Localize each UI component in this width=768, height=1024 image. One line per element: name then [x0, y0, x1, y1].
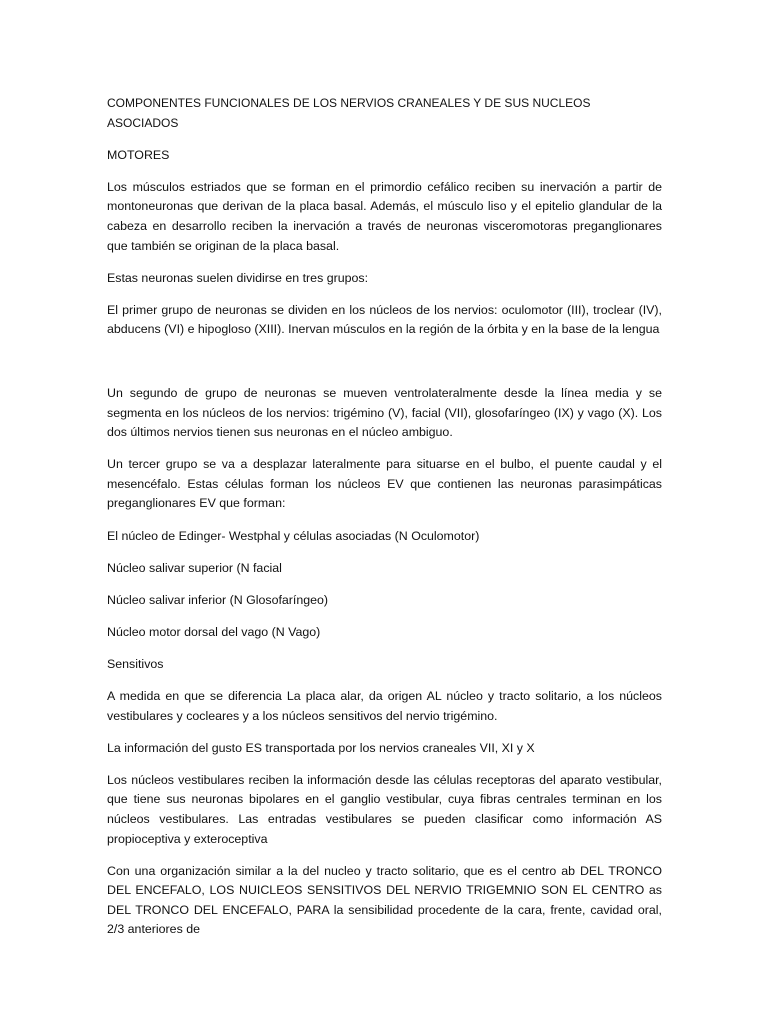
paragraph-third-group: Un tercer grupo se va a desplazar lateralmente para situarse en el bulbo, el puente caudal y el mesencéfalo. Estas células forman los núcleos EV que contienen las neuronas parasimpáticas preganglionares EV que forman: [107, 457, 662, 511]
list-item-nucleus: Núcleo motor dorsal del vago (N Vago) [107, 624, 321, 639]
paragraph-trigemino: Con una organización similar a la del nucleo y tracto solitario, que es el centro ab DEL TRONCO DEL ENCEFALO, LOS NUICLEOS SENSITIVOS DEL NERVIO TRIGEMNIO SON EL CENTRO as DEL TRONCO DEL ENCEFALO, PARA la sensibilidad procedente de la cara, frente, cavidad oral, 2/3 anteriores de [107, 863, 662, 937]
document-title: COMPONENTES FUNCIONALES DE LOS NERVIOS CRANEALES Y DE SUS NUCLEOS ASOCIADOS [107, 96, 591, 130]
list-item-nucleus: Núcleo salivar superior (N facial [107, 560, 282, 575]
section-heading-sensitivos: Sensitivos [107, 656, 164, 671]
paragraph-vestibulares: Los núcleos vestibulares reciben la información desde las células receptoras del aparato vestibular, que tiene sus neuronas bipolares en el ganglio vestibular, cuya fibras centrales terminan en los núcleos vestibulares. Las entradas vestibulares se pueden clasificar como información AS propioceptiva y exteroceptiva [107, 772, 662, 846]
list-item-nucleus: Núcleo salivar inferior (N Glosofaríngeo) [107, 592, 329, 607]
paragraph-gusto: La información del gusto ES transportada por los nervios craneales VII, XI y X [107, 740, 535, 755]
section-heading-motores: MOTORES [107, 147, 170, 162]
paragraph-three-groups: Estas neuronas suelen dividirse en tres grupos: [107, 270, 369, 285]
list-item-nucleus: El núcleo de Edinger- Westphal y células asociadas (N Oculomotor) [107, 528, 480, 543]
document-page [107, 94, 662, 953]
paragraph-motores-intro: Los músculos estriados que se forman en el primordio cefálico reciben su inervación a partir de montoneuronas que derivan de la placa basal. Además, el músculo liso y el epitelio glandular de la cabeza en desarrollo reciben la inervación a través de neuronas visceromotoras preganglionares que también se originan de la placa basal. [107, 179, 662, 253]
paragraph-placa-alar: A medida en que se diferencia La placa alar, da origen AL núcleo y tracto solitario, a los núcleos vestibulares y cocleares y a los núcleos sensitivos del nervio trigémino. [107, 688, 662, 723]
paragraph-first-group: El primer grupo de neuronas se dividen en los núcleos de los nervios: oculomotor (III), troclear (IV), abducens (VI) e hipogloso (XIII). Inervan músculos en la región de la órbita y en la base de la lengua [107, 302, 662, 337]
paragraph-second-group: Un segundo de grupo de neuronas se mueven ventrolateralmente desde la línea media y se segmenta en los núcleos de los nervios: trigémino (V), facial (VII), glosofaríngeo (IX) y vago (X). Los dos últimos nervios tienen sus neuronas en el núcleo ambiguo. [107, 385, 662, 440]
